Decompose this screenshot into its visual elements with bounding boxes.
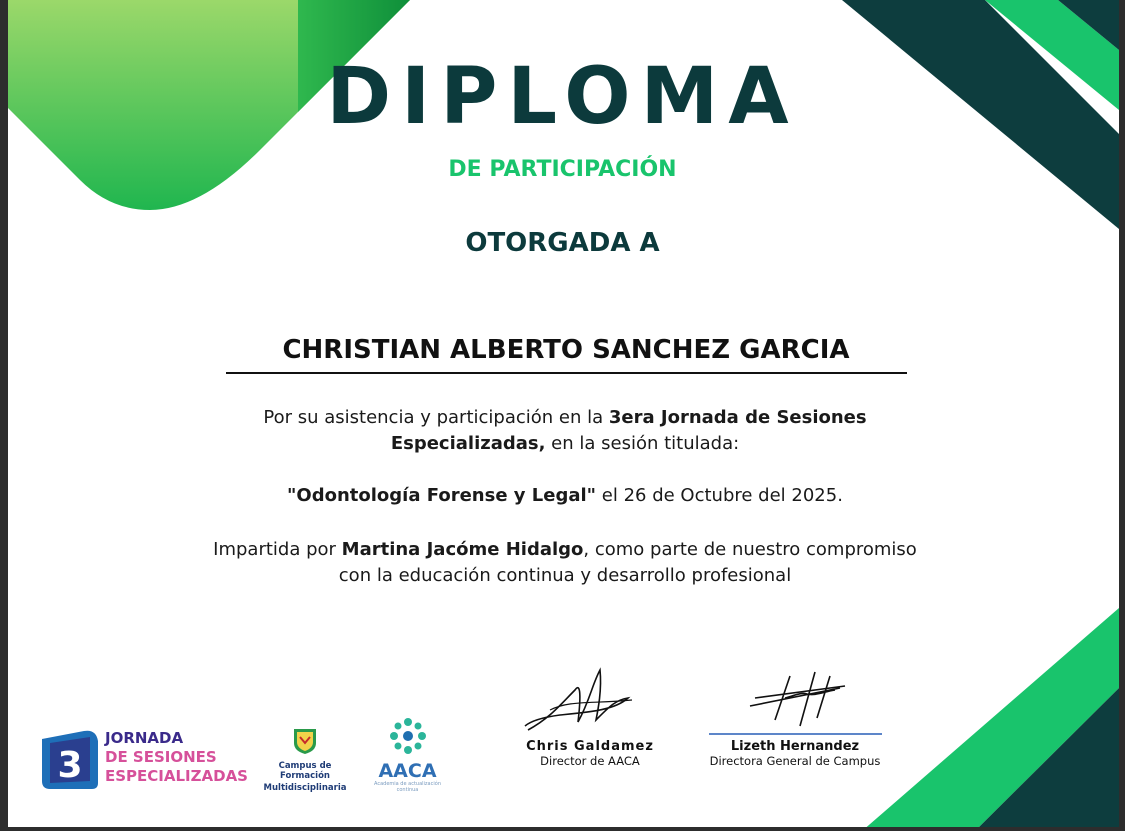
jornada-number: 3	[57, 745, 83, 786]
signature-block-1	[505, 739, 675, 768]
signer-role: Directora General de Campus	[709, 754, 881, 768]
speaker-text-a: Impartida por	[213, 539, 342, 560]
campus-label-1: Campus de Formación	[278, 761, 332, 781]
session-title: "Odontología Forense y Legal"	[287, 485, 597, 506]
speaker-paragraph	[200, 537, 930, 589]
signature-line-2	[709, 733, 882, 735]
campus-logo	[255, 727, 355, 793]
name-underline	[226, 372, 907, 374]
participation-text-a: Por su asistencia y participación en la	[263, 407, 609, 428]
event-name: 3era Jornada de Sesiones Especializadas,	[390, 407, 867, 454]
jornada-logo-mark	[38, 727, 102, 791]
campus-label-2: Multidisciplinaria	[263, 783, 347, 793]
speaker-text-b: , como parte de nuestro compromiso con la educación continua y desarrollo profesional	[338, 539, 917, 586]
jornada-line-3: ESPECIALIZADAS	[105, 767, 248, 785]
signer-name: Chris Galdamez	[526, 739, 654, 754]
participation-paragraph	[200, 405, 930, 457]
jornada-line-2: DE SESIONES	[105, 748, 217, 766]
speaker-name: Martina Jacóme Hidalgo	[341, 539, 584, 560]
session-date: el 26 de Octubre del 2025.	[596, 485, 843, 506]
recipient-name: CHRISTIAN ALBERTO SANCHEZ GARCIA	[282, 335, 850, 365]
signature-chris-galdamez	[520, 660, 640, 740]
diploma-subtitle: DE PARTICIPACIÓN	[448, 157, 677, 182]
awarded-to-label: OTORGADA A	[465, 228, 660, 258]
aaca-name: AACA	[378, 760, 437, 782]
frame-bottom-border	[0, 827, 1125, 831]
participation-text-b: en la sesión titulada:	[545, 433, 740, 454]
jornada-line-1: JORNADA	[105, 729, 184, 747]
aaca-logo	[370, 717, 445, 793]
signer-role: Director de AACA	[540, 754, 640, 768]
aaca-subtitle: Academia de actualización continua	[374, 781, 441, 793]
session-paragraph	[200, 483, 930, 509]
signature-lizeth-hernandez	[745, 668, 855, 730]
diploma-title: DIPLOMA	[326, 52, 799, 142]
campus-shield-icon	[292, 727, 318, 755]
signer-name: Lizeth Hernandez	[730, 739, 860, 754]
aaca-emblem-icon	[389, 717, 427, 755]
jornada-logo-text	[105, 729, 248, 786]
signature-block-2	[700, 739, 890, 768]
